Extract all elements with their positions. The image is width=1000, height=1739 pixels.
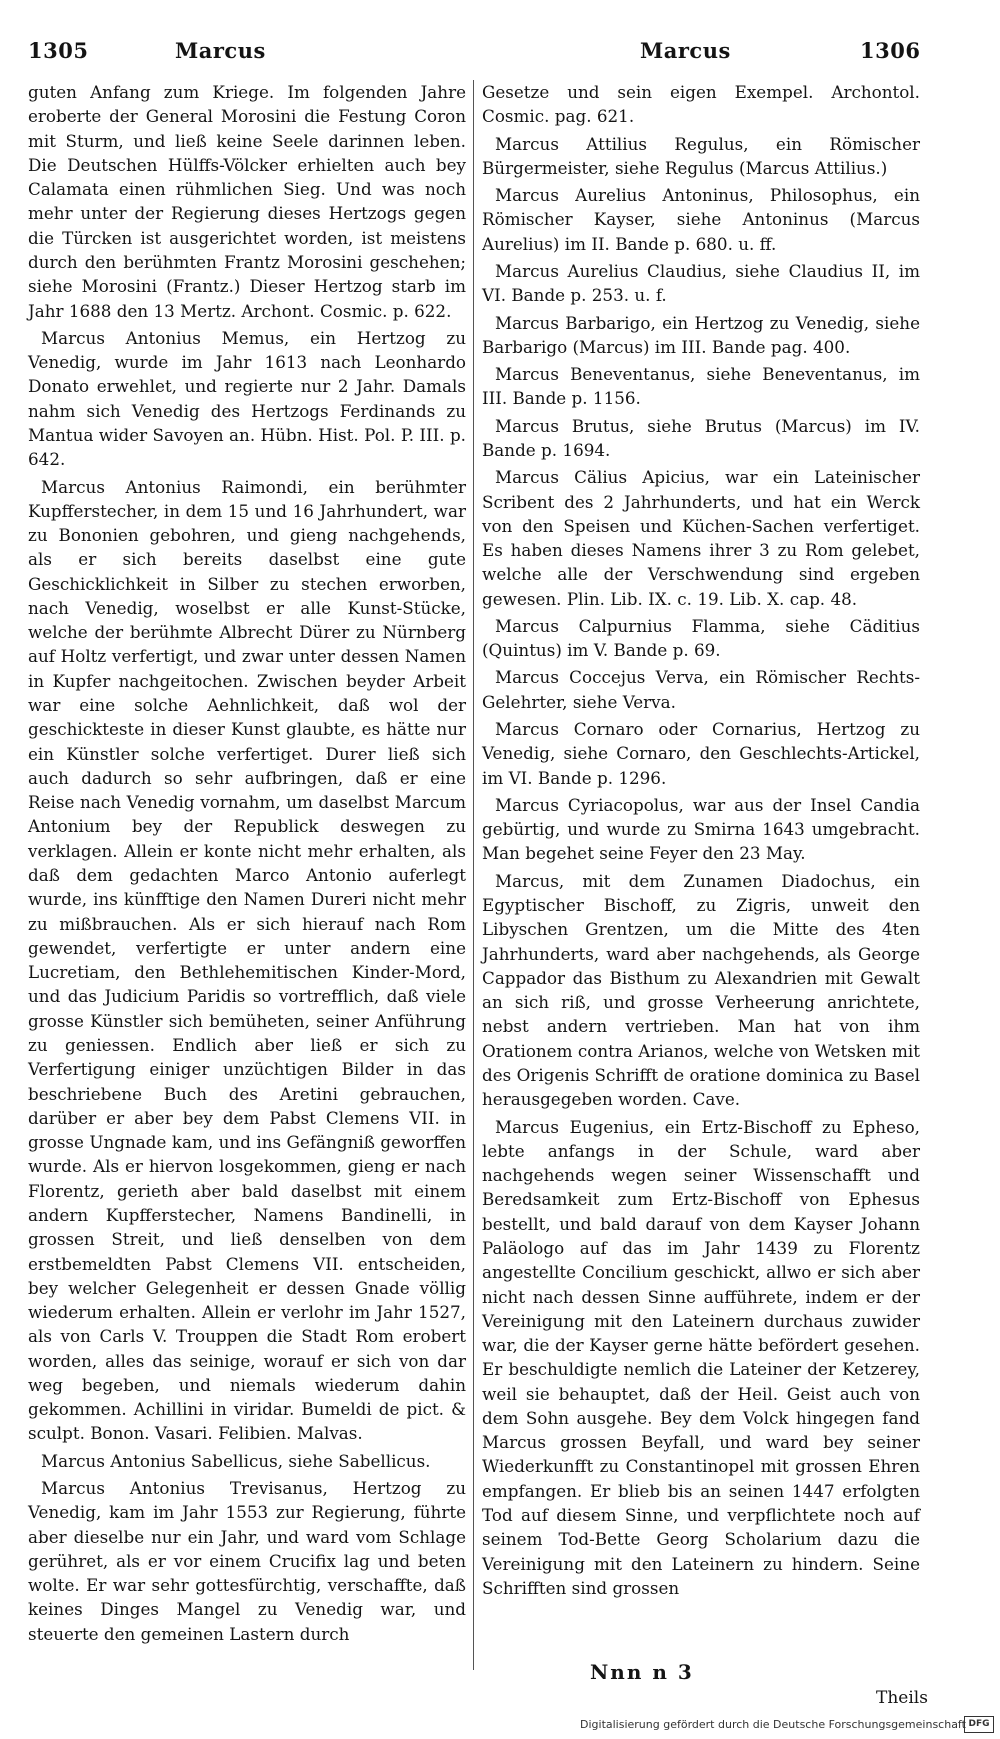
paragraph: Gesetze und sein eigen Exempel. Archontol. Cosmic. pag. 621. — [482, 82, 920, 127]
signature-mark: Nnn n 3 — [590, 1660, 694, 1684]
column-divider — [473, 80, 474, 1670]
paragraph: Marcus Beneventanus, siehe Beneventanus, im III. Bande p. 1156. — [482, 364, 920, 409]
paragraph: Marcus Antonius Memus, ein Hertzog zu Venedig, wurde im Jahr 1613 nach Leonhardo Donato erwehlet, und regierte nur 2 Jahr. Damals nahm sich Venedig des Hertzogs Ferdinands zu Mantua wider Savoyen an. Hübn. Hist. Pol. P. III. p. 642. — [28, 327, 466, 470]
paragraph: Marcus Cyriacopolus, war aus der Insel Candia gebürtig, und wurde zu Smirna 1643 umgebracht. Man begehet seine Feyer den 23 May. — [482, 794, 920, 864]
paragraph: Marcus Antonius Raimondi, ein berühmter Kupfferstecher, in dem 15 und 16 Jahrhundert, war zu Bononien gebohren, und gieng nachgehends, als er sich bereits daselbst eine gute Geschicklichkeit in Silber zu stechen erworben, nach Venedig, woselbst er alle Kunst-Stücke, welche der berühmte Albrecht Dürer zu Nürnberg auf Holtz verfertigt, und zwar unter dessen Namen in Kupfer nachgeitochen. Zwischen beyder Arbeit war eine solche Aehnlichkeit, daß wol der geschickteste in dieser Kunst glaubte, es hätte nur ein Künstler solche verfertiget. Durer ließ sich auch dadurch so sehr aufbringen, daß er eine Reise nach Venedig vornahm, um daselbst Marcum Antonium bey der Republick deswegen zu verklagen. Allein er konte nicht mehr erhalten, als daß dem gedachten Marco Antonio auferlegt wurde, ins künfftige den Namen Dureri nicht mehr zu mißbrauchen. Als er sich hierauf nach Rom gewendet, verfertigte er unter andern eine Lucretiam, den Bethlehemitischen Kinder-Mord, und das Judicium Paridis so vortrefflich, daß viele grosse Künstler sich bemüheten, seiner Anführung zu geniessen. Endlich aber ließ er sich zu Verfertigung einiger unzüchtigen Bilder in das beschriebene Buch des Aretini gebrauchen, darüber er aber bey dem Pabst Clemens VII. in grosse Ungnade kam, und ins Gefängniß geworffen wurde. Als er hiervon losgekommen, gieng er nach Florentz, gerieth aber bald daselbst mit einem andern Kupfferstecher, Namens Bandinelli, in grossen Streit, und ließ denselben von dem erstbemeldten Pabst Clemens VII. entscheiden, bey welcher Gelegenheit er dessen Gnade völlig wiederum erhalten. Allein er verlohr im Jahr 1527, als von Carls V. Trouppen die Stadt Rom erobert worden, alles das seinige, worauf er sich von dar weg begeben, und niemals wiederum dahin gekommen. Achillini in viridar. Bumeldi de pict. & sculpt. Bonon. Vasari. Felibien. Malvas. — [28, 476, 466, 1444]
paragraph: Marcus Calpurnius Flamma, siehe Cäditius (Quintus) im V. Bande p. 69. — [482, 615, 920, 661]
paragraph: guten Anfang zum Kriege. Im folgenden Jahre eroberte der General Morosini die Festung Coron mit Sturm, und ließ keine Seele darinnen leben. Die Deutschen Hülffs-Völcker erhielten auch bey Calamata einen rühmlichen Sieg. Und was noch mehr unter der Regierung dieses Hertzogs gegen die Türcken ist ausgerichtet worden, ist meistens durch den berühmten Frantz Morosini geschehen; siehe Morosini (Frantz.) Dieser Hertzog starb im Jahr 1688 den 13 Mertz. Archont. Cosmic. p. 622. — [28, 82, 466, 321]
paragraph: Marcus Attilius Regulus, ein Römischer Bürgermeister, siehe Regulus (Marcus Attilius.) — [482, 133, 920, 178]
paragraph: Marcus Barbarigo, ein Hertzog zu Venedig, siehe Barbarigo (Marcus) im III. Bande pag. 400. — [482, 312, 920, 357]
digitization-footer: Digitalisierung gefördert durch die Deutsche Forschungsgemeinschaft - — [580, 1718, 974, 1731]
left-column — [28, 80, 466, 1649]
paragraph: Marcus Aurelius Claudius, siehe Claudius II, im VI. Bande p. 253. u. f. — [482, 260, 920, 306]
paragraph: Marcus Cornaro oder Cornarius, Hertzog zu Venedig, siehe Cornaro, den Geschlechts-Artickel, im VI. Bande p. 1296. — [482, 719, 920, 788]
paragraph: Marcus Eugenius, ein Ertz-Bischoff zu Epheso, lebte anfangs in der Schule, ward aber nachgehends wegen seiner Wissenschafft und Beredsamkeit zum Ertz-Bischoff von Ephesus bestellt, und bald darauf von dem Kayser Johann Paläologo auf das im Jahr 1439 zu Florentz angestellte Concilium geschickt, allwo er sich aber nicht nach dessen Sinne aufführete, indem er der Vereinigung mit den Lateinern durchaus zuwider war, die der Kayser gerne hätte befördert gesehen. Er beschuldigte nemlich die Lateiner der Ketzerey, weil sie behauptet, daß der Heil. Geist auch von dem Sohn ausgehe. Bey dem Volck hingegen fand Marcus grossen Beyfall, und ward bey seiner Wiederkunfft zu Constantinopel mit grossen Ehren empfangen. Er blieb bis an seinen 1447 erfolgten Tod auf diesem Sinne, und verpflichtete noch auf seinem Tod-Bette Georg Scholarium dazu die Vereinigung mit den Lateinern zu hindern. Seine Schrifften sind grossen — [482, 1116, 920, 1598]
catchword: Theils — [876, 1688, 928, 1708]
dfg-logo-icon: DFG — [964, 1716, 994, 1733]
running-title-left: Marcus — [175, 38, 266, 63]
page-number-left: 1305 — [28, 38, 89, 63]
paragraph: Marcus Aurelius Antoninus, Philosophus, ein Römischer Kayser, siehe Antoninus (Marcus Aurelius) im II. Bande p. 680. u. ff. — [482, 185, 920, 254]
paragraph: Marcus Cälius Apicius, war ein Lateinischer Scribent des 2 Jahrhunderts, und hat ein Werck von den Speisen und Küchen-Sachen verfertiget. Es haben dieses Namens ihrer 3 zu Rom gelebet, welche alle der Verschwendung sind ergeben gewesen. Plin. Lib. IX. c. 19. Lib. X. cap. 48. — [482, 467, 920, 609]
page-number-right: 1306 — [860, 38, 921, 63]
running-title-right: Marcus — [640, 38, 731, 63]
paragraph: Marcus Antonius Sabellicus, siehe Sabellicus. — [41, 1450, 431, 1471]
paragraph: Marcus Antonius Trevisanus, Hertzog zu Venedig, kam im Jahr 1553 zur Regierung, führte aber dieselbe nur ein Jahr, und ward vom Schlage gerühret, als er vor einem Crucifix lag und beten wolte. Er war sehr gottesfürchtig, verschaffte, daß keines Dinges Mangel zu Venedig war, und steuerte den gemeinen Lastern durch — [28, 1478, 466, 1644]
paragraph: Marcus Coccejus Verva, ein Römischer Rechts-Gelehrter, siehe Verva. — [482, 667, 920, 712]
paragraph: Marcus, mit dem Zunamen Diadochus, ein Egyptischer Bischoff, zu Zigris, unweit den Libyschen Grentzen, um die Mitte des 4ten Jahrhunderts, ward aber nachgehends, als George Cappador das Bisthum zu Alexandrien mit Gewalt an sich riß, und grosse Verheerung anrichtete, nebst andern vertrieben. Man hat von ihm Orationem contra Arianos, welche von Wetsken mit des Origenis Schrifft de oratione dominica zu Basel herausgegeben worden. Cave. — [482, 870, 920, 1110]
paragraph: Marcus Brutus, siehe Brutus (Marcus) im IV. Bande p. 1694. — [482, 415, 920, 460]
right-column — [482, 80, 920, 1603]
